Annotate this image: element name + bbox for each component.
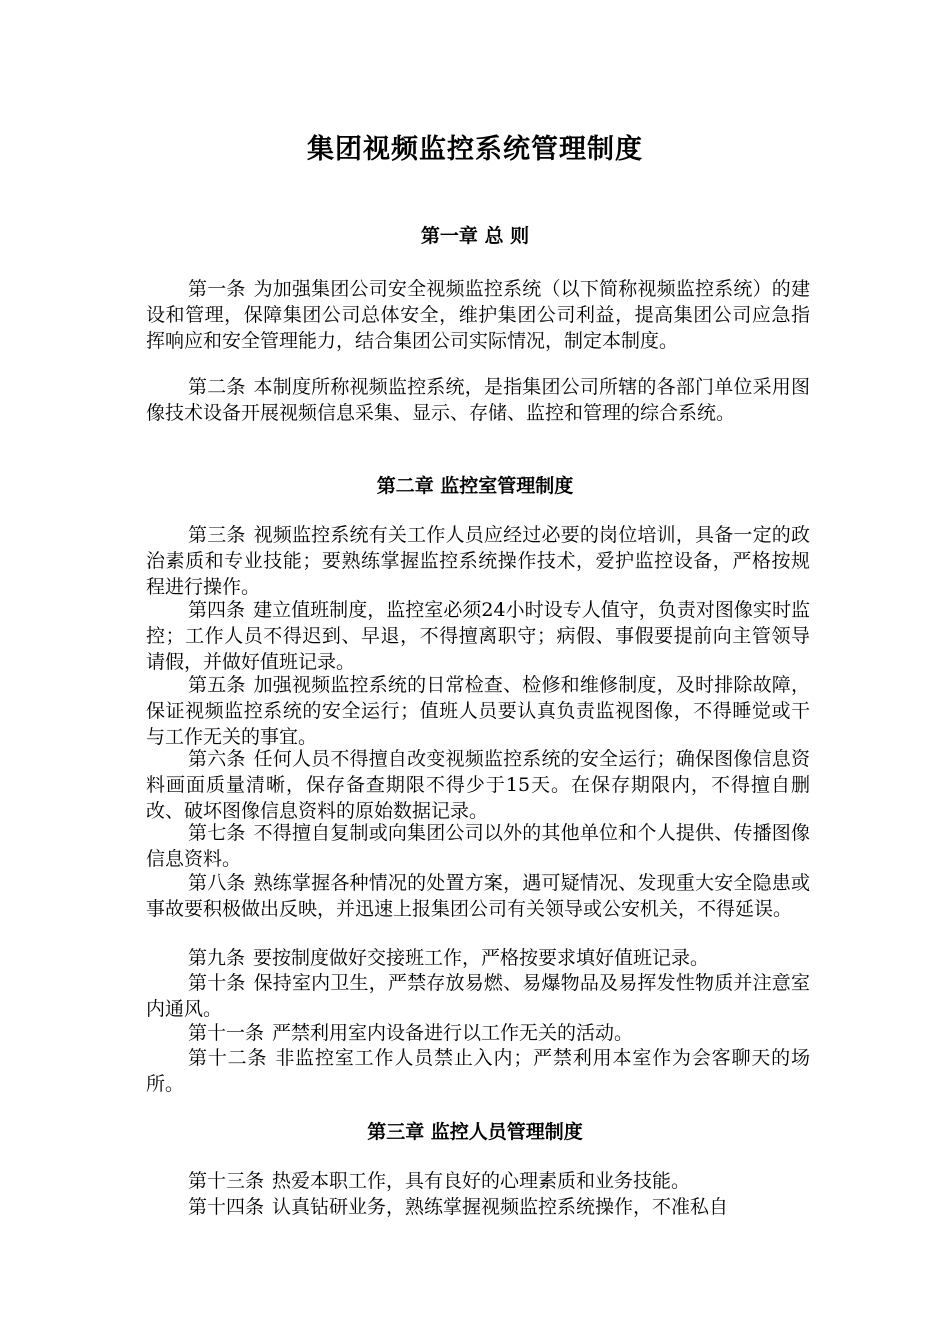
article-text: 要按制度做好交接班工作，严格按要求填好值班记录。 bbox=[253, 947, 710, 969]
article-14 bbox=[146, 1194, 810, 1220]
article-2 bbox=[146, 374, 810, 426]
chapter-heading-2: 第二章 监控室管理制度 bbox=[376, 475, 574, 497]
article-text: 任何人员不得擅自改变视频监控系统的安全运行；确保图像信息资料画面质量清晰，保存备查期限不得少于15天。在保存期限内，不得擅自删改、破坏图像信息资料的原始数据记录。 bbox=[146, 748, 810, 822]
article-text: 不得擅自复制或向集团公司以外的其他单位和个人提供、传播图像信息资料。 bbox=[146, 822, 810, 870]
document-title: 集团视频监控系统管理制度 bbox=[307, 134, 643, 165]
article-7 bbox=[146, 820, 810, 872]
article-number: 第五条 bbox=[188, 674, 246, 696]
article-number: 第十条 bbox=[188, 972, 246, 994]
article-12 bbox=[146, 1045, 810, 1097]
article-text: 本制度所称视频监控系统，是指集团公司所辖的各部门单位采用图像技术设备开展视频信息采集、显示、存储、监控和管理的综合系统。 bbox=[146, 376, 810, 424]
article-text: 加强视频监控系统的日常检查、检修和维修制度，及时排除故障，保证视频监控系统的安全运行；值班人员要认真负责监视图像，不得睡觉或干与工作无关的事宜。 bbox=[146, 674, 810, 748]
article-text: 认真钻研业务，熟练掌握视频监控系统操作，不准私自 bbox=[272, 1196, 729, 1218]
article-number: 第十三条 bbox=[188, 1170, 265, 1192]
article-13 bbox=[146, 1168, 810, 1194]
article-10 bbox=[146, 970, 810, 1022]
article-number: 第一条 bbox=[188, 278, 246, 300]
article-number: 第十四条 bbox=[188, 1196, 265, 1218]
article-text: 熟练掌握各种情况的处置方案，遇可疑情况、发现重大安全隐患或事故要积极做出反映，并迅速上报集团公司有关领导或公安机关，不得延误。 bbox=[146, 872, 810, 920]
article-text: 视频监控系统有关工作人员应经过必要的岗位培训，具备一定的政治素质和专业技能；要熟练掌握监控系统操作技术，爱护监控设备，严格按规程进行操作。 bbox=[146, 524, 810, 598]
article-text: 严禁利用室内设备进行以工作无关的活动。 bbox=[272, 1022, 634, 1044]
article-number: 第二条 bbox=[188, 376, 246, 398]
article-text: 建立值班制度，监控室必须24小时设专人值守，负责对图像实时监控；工作人员不得迟到、早退，不得擅离职守；病假、事假要提前向主管领导请假，并做好值班记录。 bbox=[146, 599, 810, 673]
article-text: 保持室内卫生，严禁存放易燃、易爆物品及易挥发性物质并注意室内通风。 bbox=[146, 972, 810, 1020]
article-11 bbox=[146, 1020, 810, 1046]
article-1 bbox=[146, 276, 810, 354]
article-number: 第八条 bbox=[188, 872, 246, 894]
article-6 bbox=[146, 746, 810, 824]
article-text: 非监控室工作人员禁止入内；严禁利用本室作为会客聊天的场所。 bbox=[146, 1047, 810, 1095]
article-number: 第七条 bbox=[188, 822, 246, 844]
article-number: 第三条 bbox=[188, 524, 246, 546]
article-number: 第十一条 bbox=[188, 1022, 265, 1044]
article-number: 第六条 bbox=[188, 748, 246, 770]
article-5 bbox=[146, 672, 810, 750]
article-text: 为加强集团公司安全视频监控系统（以下简称视频监控系统）的建设和管理，保障集团公司总体安全，维护集团公司利益，提高集团公司应急指挥响应和安全管理能力，结合集团公司实际情况，制定本制度。 bbox=[146, 278, 810, 352]
article-8 bbox=[146, 870, 810, 922]
chapter-heading-1: 第一章 总 则 bbox=[420, 225, 530, 247]
article-9 bbox=[146, 945, 810, 971]
article-number: 第九条 bbox=[188, 947, 246, 969]
article-number: 第十二条 bbox=[188, 1047, 268, 1069]
article-number: 第四条 bbox=[188, 599, 246, 621]
article-4 bbox=[146, 597, 810, 675]
article-text: 热爱本职工作，具有良好的心理素质和业务技能。 bbox=[272, 1170, 691, 1192]
chapter-heading-3: 第三章 监控人员管理制度 bbox=[367, 1121, 583, 1143]
article-3 bbox=[146, 522, 810, 600]
